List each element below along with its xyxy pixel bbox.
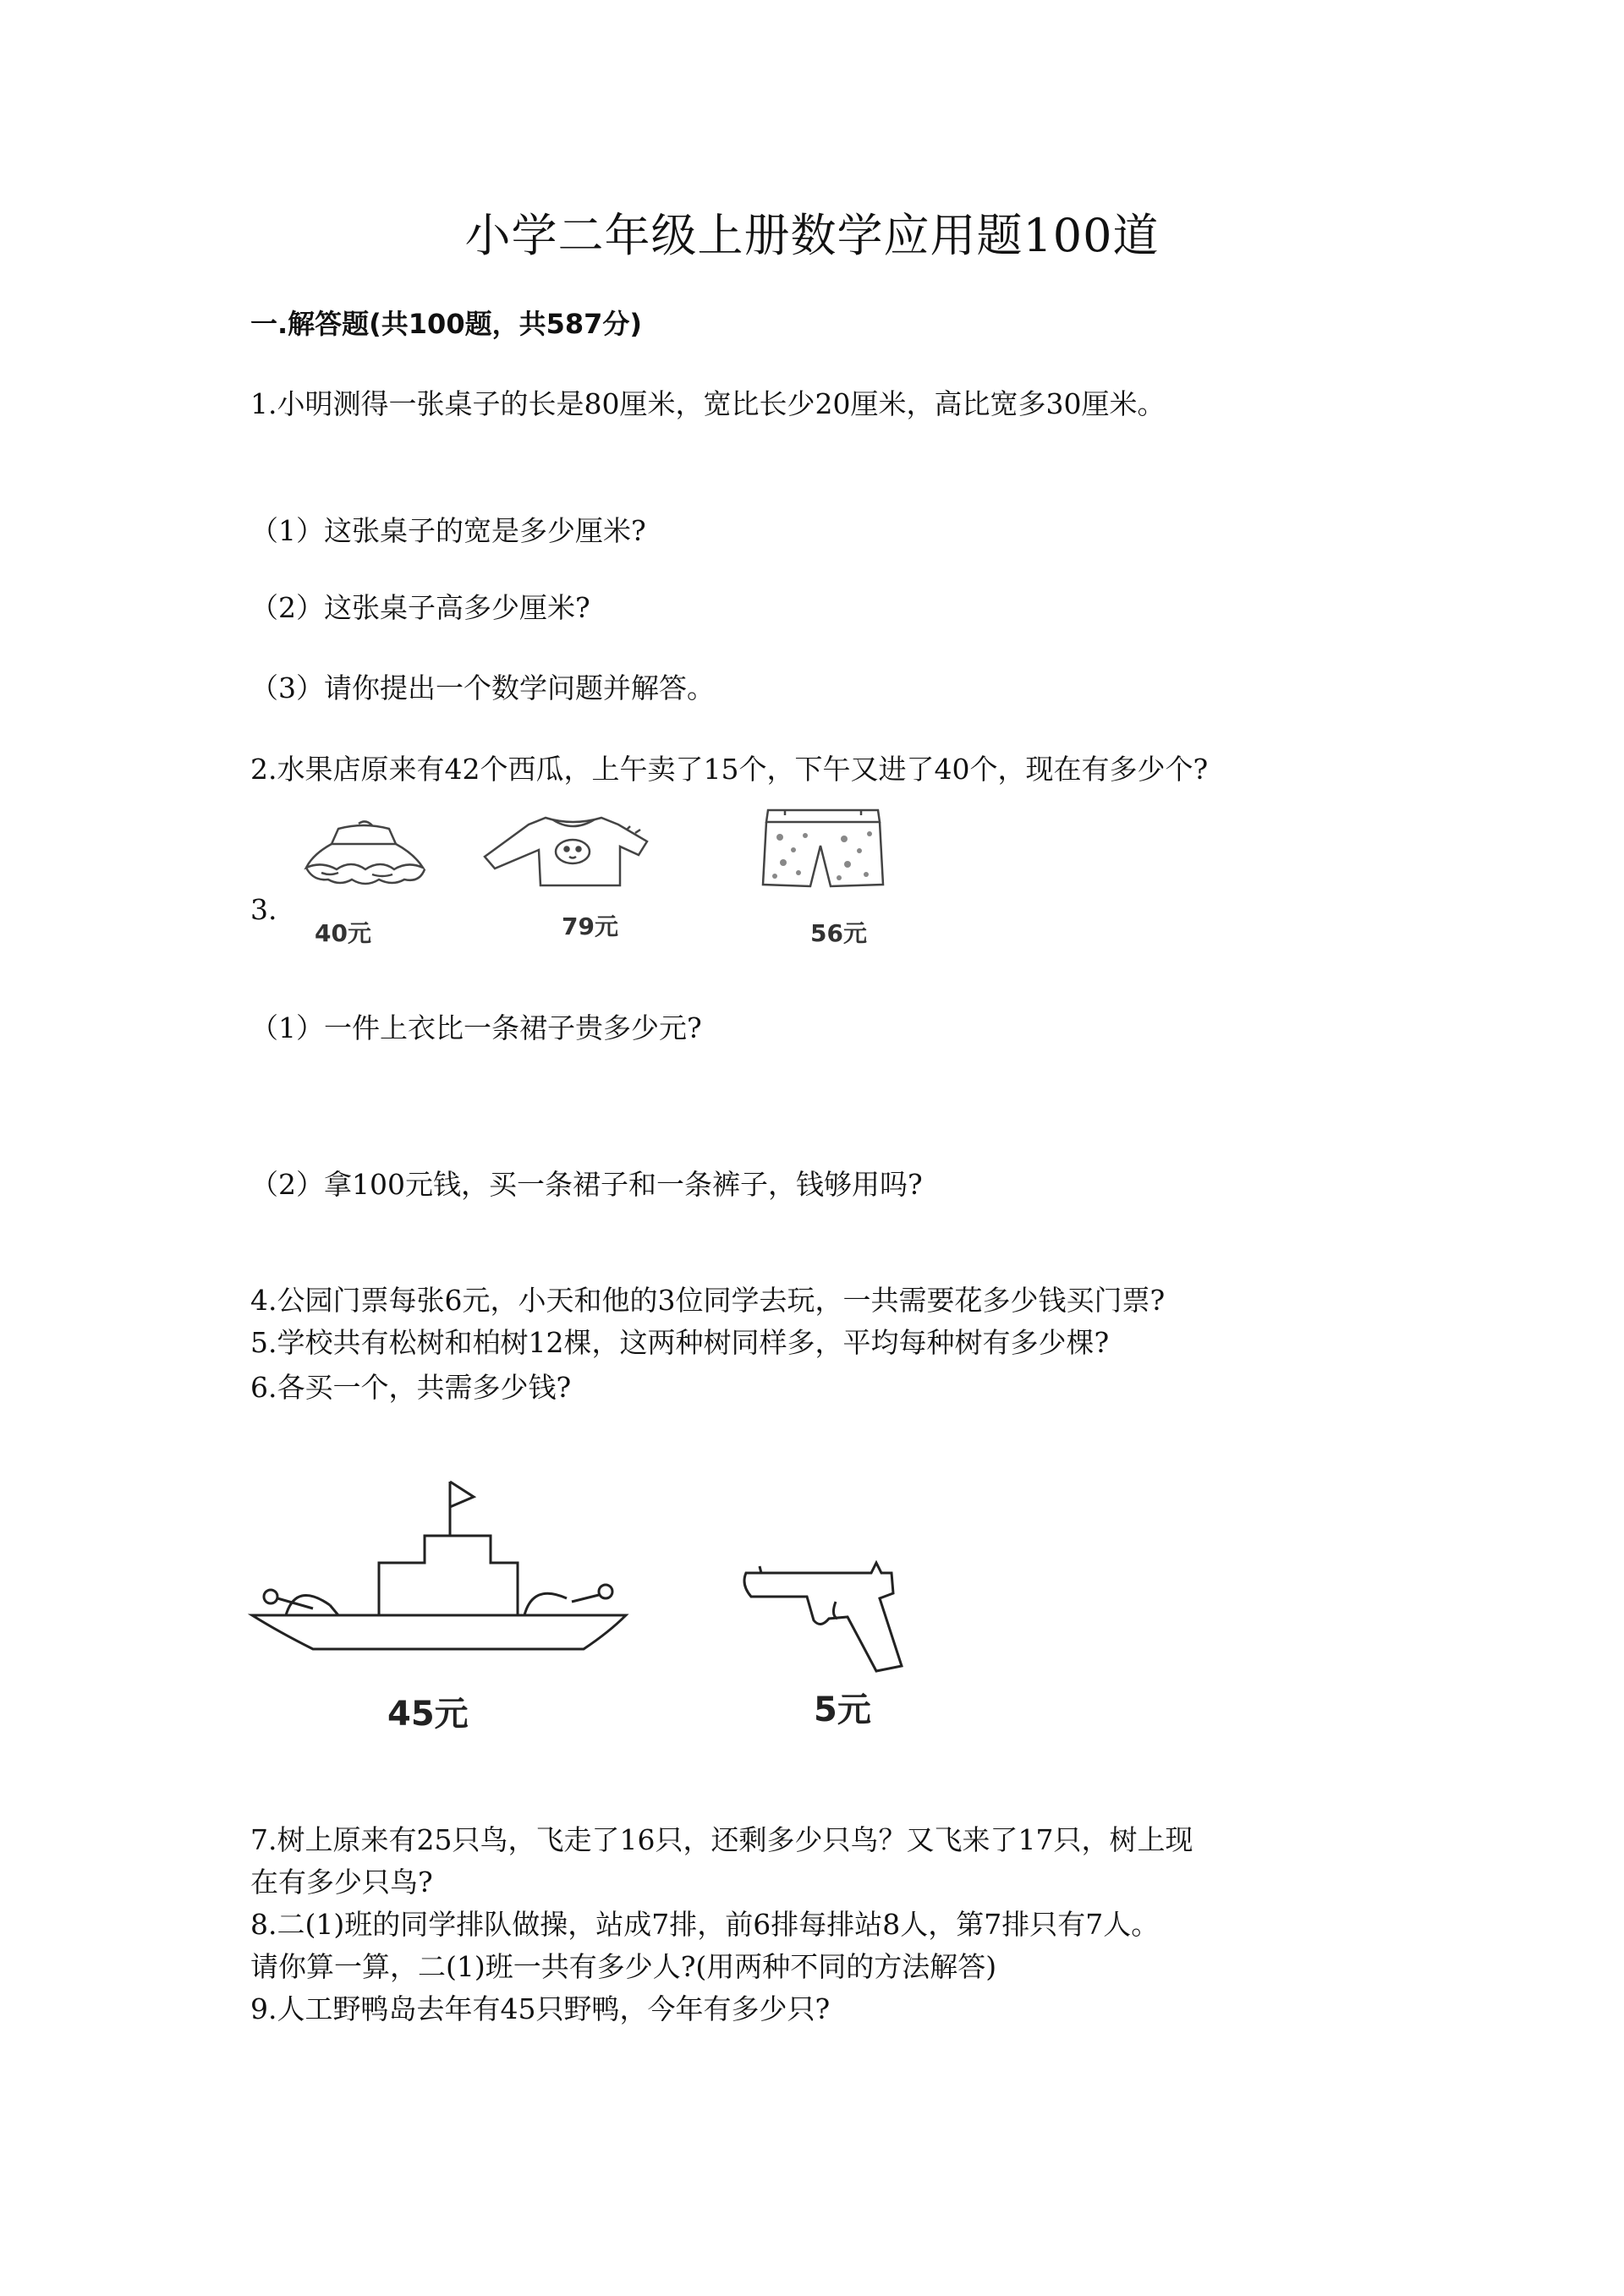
- question-7-line-1: 7.树上原来有25只鸟，飞走了16只，还剩多少只鸟？又飞来了17只，树上现: [250, 1823, 1193, 1856]
- question-3-sub-2: （2）拿100元钱，买一条裙子和一条裤子，钱够用吗?: [250, 1168, 923, 1201]
- toy-gun-icon: [736, 1548, 930, 1691]
- page-title: 小学二年级上册数学应用题100道: [464, 209, 1160, 262]
- shirt-price: 79元: [562, 912, 618, 940]
- question-4: 4.公园门票每张6元，小天和他的3位同学去玩，一共需要花多少钱买门票?: [250, 1284, 1166, 1317]
- toy-gun-price: 5元: [814, 1690, 871, 1729]
- question-3-sub-1: （1）一件上衣比一条裙子贵多少元?: [250, 1011, 702, 1044]
- question-3-number: 3.: [250, 893, 277, 926]
- ship-icon: [245, 1471, 634, 1674]
- skirt-price: 40元: [315, 919, 371, 947]
- question-1-sub-3: （3）请你提出一个数学问题并解答。: [250, 671, 715, 704]
- question-5: 5.学校共有松树和柏树12棵，这两种树同样多，平均每种树有多少棵?: [250, 1326, 1110, 1359]
- section-heading: 一.解答题(共100题，共587分): [250, 308, 643, 340]
- shorts-price: 56元: [810, 919, 867, 947]
- question-8-line-2: 请你算一算，二(1)班一共有多少人?(用两种不同的方法解答): [250, 1950, 997, 1983]
- question-1-sub-1: （1）这张桌子的宽是多少厘米?: [250, 514, 646, 547]
- shorts-icon: [760, 803, 886, 896]
- question-7-line-2: 在有多少只鸟?: [250, 1866, 433, 1899]
- question-6: 6.各买一个，共需多少钱?: [250, 1371, 572, 1404]
- shirt-icon: [478, 808, 668, 892]
- question-1: 1.小明测得一张桌子的长是80厘米，宽比长少20厘米，高比宽多30厘米。: [250, 387, 1166, 420]
- question-8-line-1: 8.二(1)班的同学排队做操，站成7排，前6排每排站8人，第7排只有7人。: [250, 1908, 1160, 1941]
- ship-price: 45元: [387, 1695, 469, 1734]
- question-1-sub-2: （2）这张桌子高多少厘米?: [250, 591, 590, 624]
- question-9: 9.人工野鸭岛去年有45只野鸭，今年有多少只?: [250, 1992, 831, 2025]
- question-2: 2.水果店原来有42个西瓜，上午卖了15个，下午又进了40个，现在有多少个?: [250, 753, 1209, 786]
- skirt-icon: [288, 819, 440, 895]
